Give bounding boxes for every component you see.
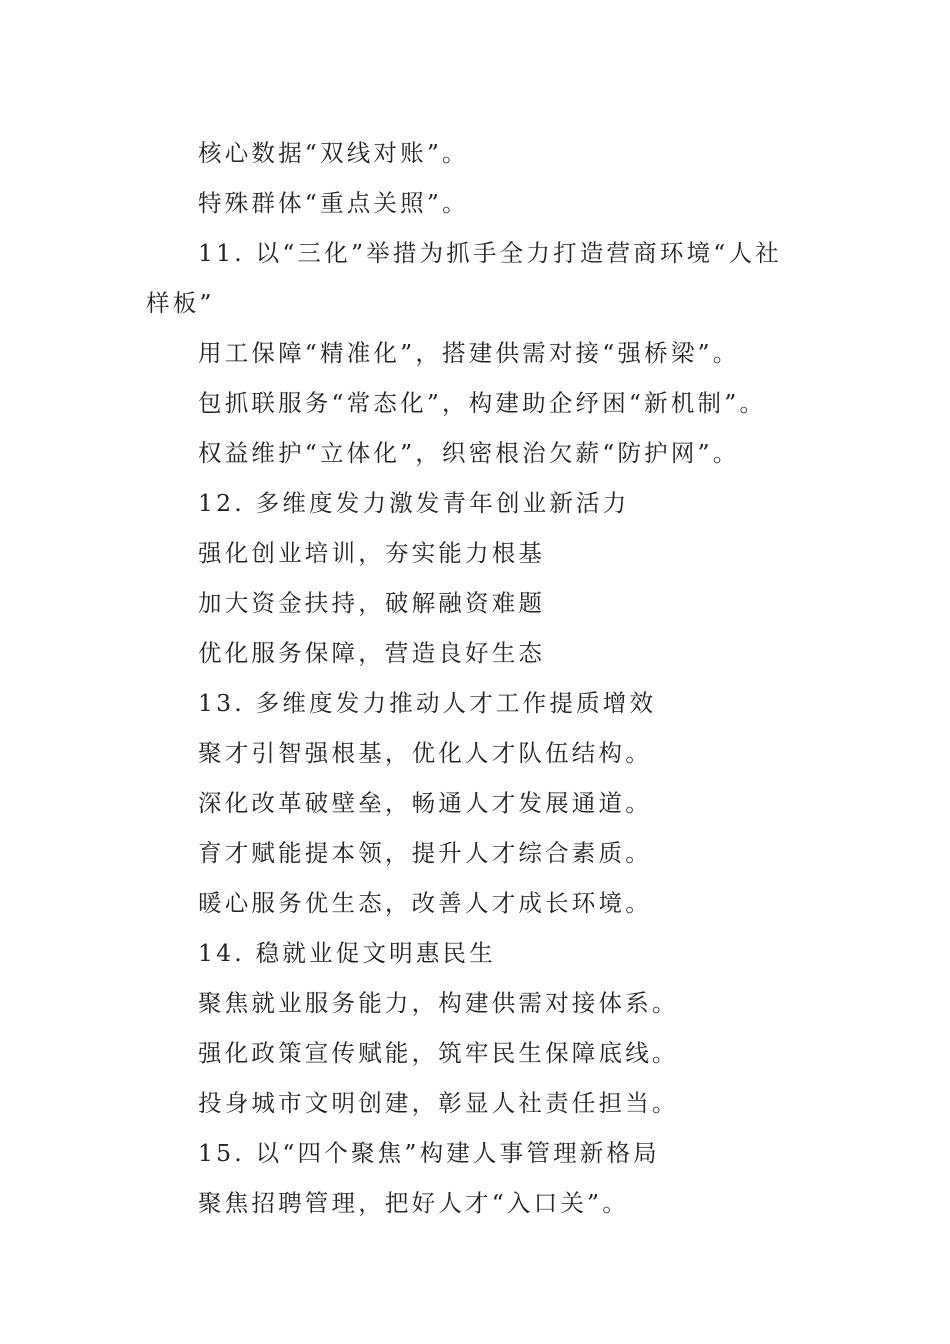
body-line: 核心数据“双线对账”。 [198,139,469,167]
section-heading-13: 13. 多维度发力推动人才工作提质增效 [198,689,657,717]
body-line: 聚才引智强根基，优化人才队伍结构。 [198,739,652,767]
body-line: 育才赋能提本领，提升人才综合素质。 [198,839,652,867]
body-line: 权益维护“立体化”，织密根治欠薪“防护网”。 [198,439,740,467]
section-heading-11-continuation: 样板” [146,289,215,317]
body-line: 聚焦招聘管理，把好人才“入口关”。 [198,1189,629,1217]
body-line: 暖心服务优生态，改善人才成长环境。 [198,889,652,917]
body-line: 优化服务保障，营造良好生态 [198,639,546,667]
section-heading-15: 15. 以“四个聚焦”构建人事管理新格局 [198,1139,660,1167]
body-line: 加大资金扶持，破解融资难题 [198,589,546,617]
body-line: 投身城市文明创建，彰显人社责任担当。 [198,1089,679,1117]
body-line: 用工保障“精准化”，搭建供需对接“强桥梁”。 [198,339,740,367]
body-line: 深化改革破壁垒，畅通人才发展通道。 [198,789,652,817]
body-line: 聚焦就业服务能力，构建供需对接体系。 [198,989,679,1017]
section-heading-14: 14. 稳就业促文明惠民生 [198,939,496,967]
document-body [146,128,810,1228]
body-line: 包抓联服务“常态化”，构建助企纾困“新机制”。 [198,389,767,417]
section-heading-11: 11. 以“三化”举措为抓手全力打造营商环境“人社 [198,239,782,267]
body-line: 强化创业培训，夯实能力根基 [198,539,546,567]
body-line: 特殊群体“重点关照”。 [198,189,469,217]
body-line: 强化政策宣传赋能，筑牢民生保障底线。 [198,1039,679,1067]
section-heading-12: 12. 多维度发力激发青年创业新活力 [198,489,630,517]
